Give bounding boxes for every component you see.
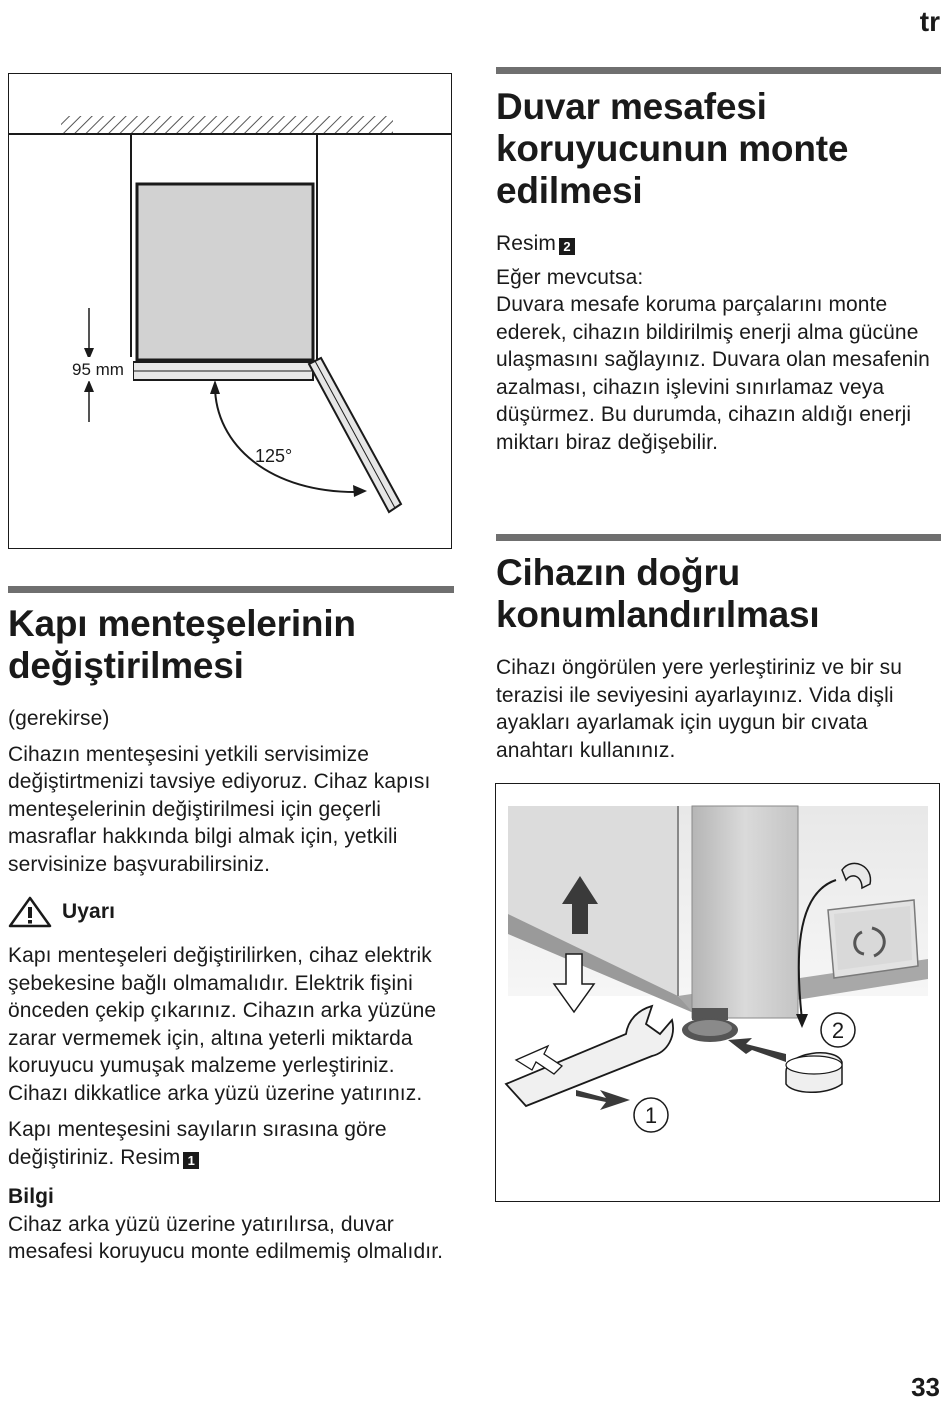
figure-number-badge: 1	[183, 1152, 199, 1169]
figure-leveling-feet	[495, 783, 940, 1202]
section-body-wall-distance	[496, 230, 941, 456]
warning-heading	[8, 896, 453, 928]
section-title-wall-distance: Duvar mesafesi koruyucunun monte edilmesi	[496, 86, 849, 211]
wall-distance-text: Duvara mesafe koruma parçalarını monte ederek, cihazın bildirilmiş enerji alma gücüne ulaşmasını sağlayınız. Duvara olan mesafenin azalması, cihazın işlevini sınırlamaz veya düşürmez. Bu durumda, cihazın aldığı enerji miktarı biraz değişebilir.	[496, 293, 930, 454]
section-title-hinges: Kapı menteşelerinin değiştirilmesi	[8, 603, 356, 686]
positioning-text: Cihazı öngörülen yere yerleştiriniz ve bir su terazisi ile seviyesini ayarlayınız. Vida dişli ayakları ayarlamak için uygun bir cıvata anahtarı kullanınız.	[496, 656, 903, 762]
hinge-instruction	[8, 1116, 453, 1171]
hinge-instruction-text: Kapı menteşesini sayıların sırasına göre değiştiriniz.	[8, 1118, 387, 1169]
info-text: Cihaz arka yüzü üzerine yatırılırsa, duvar mesafesi koruyucu monte edilmemiş olmalıdır.	[8, 1212, 444, 1263]
step-label-1: 1	[644, 1103, 658, 1128]
warning-triangle-icon	[8, 896, 52, 928]
resim-label: Resim	[496, 232, 557, 255]
door-angle-illustration	[9, 74, 451, 548]
rotate-arrow-filled-icon	[576, 1090, 630, 1110]
section-rule	[8, 586, 454, 593]
intro-text: Eğer mevcutsa:	[496, 265, 644, 289]
push-arrow-icon	[728, 1038, 786, 1062]
page-number: 33	[911, 1372, 940, 1402]
section-rule	[496, 534, 941, 541]
leveling-feet-illustration	[496, 784, 939, 1201]
figure-door-angle	[8, 73, 452, 549]
section-body-hinges	[8, 705, 453, 1266]
fridge-side	[692, 806, 798, 1018]
angle-label: 125°	[255, 446, 293, 466]
hinge-text: Cihazın menteşesini yetkili servisimize değiştirtmenizi tavsiye ediyoruz. Cihaz kapısı menteşelerinin değiştirilmesi için geçerli masraflar hakkında bilgi almak için, yetkili servisinize başvurabilirsiniz.	[8, 742, 431, 876]
dimension-label: 95 mm	[72, 360, 124, 379]
figure-reference	[496, 230, 941, 258]
step-label-2: 2	[831, 1018, 845, 1043]
language-code: tr	[919, 6, 940, 37]
resim-label: Resim	[120, 1145, 181, 1169]
warning-text: Kapı menteşeleri değiştirilirken, cihaz elektrik şebekesine bağlı olmamalıdır. Elektrik fişini önceden çekip çıkarınız. Cihazın arka yüzüne zarar vermemek için, altına yeterli miktarda koruyucu yumuşak malzeme yerleştiriniz. Cihazı dikkatlice arka yüzü üzerine yatırınız.	[8, 944, 437, 1105]
fridge-body	[137, 184, 313, 360]
hinge-subtitle: (gerekirse)	[8, 707, 110, 730]
warning-label: Uyarı	[62, 900, 116, 924]
section-rule	[496, 67, 941, 74]
figure-number-badge: 2	[559, 238, 575, 255]
info-label: Bilgi	[8, 1185, 54, 1208]
wall-hatch	[61, 116, 393, 134]
section-title-positioning: Cihazın doğru konumlandırılması	[496, 552, 820, 635]
section-body-positioning	[496, 654, 936, 764]
